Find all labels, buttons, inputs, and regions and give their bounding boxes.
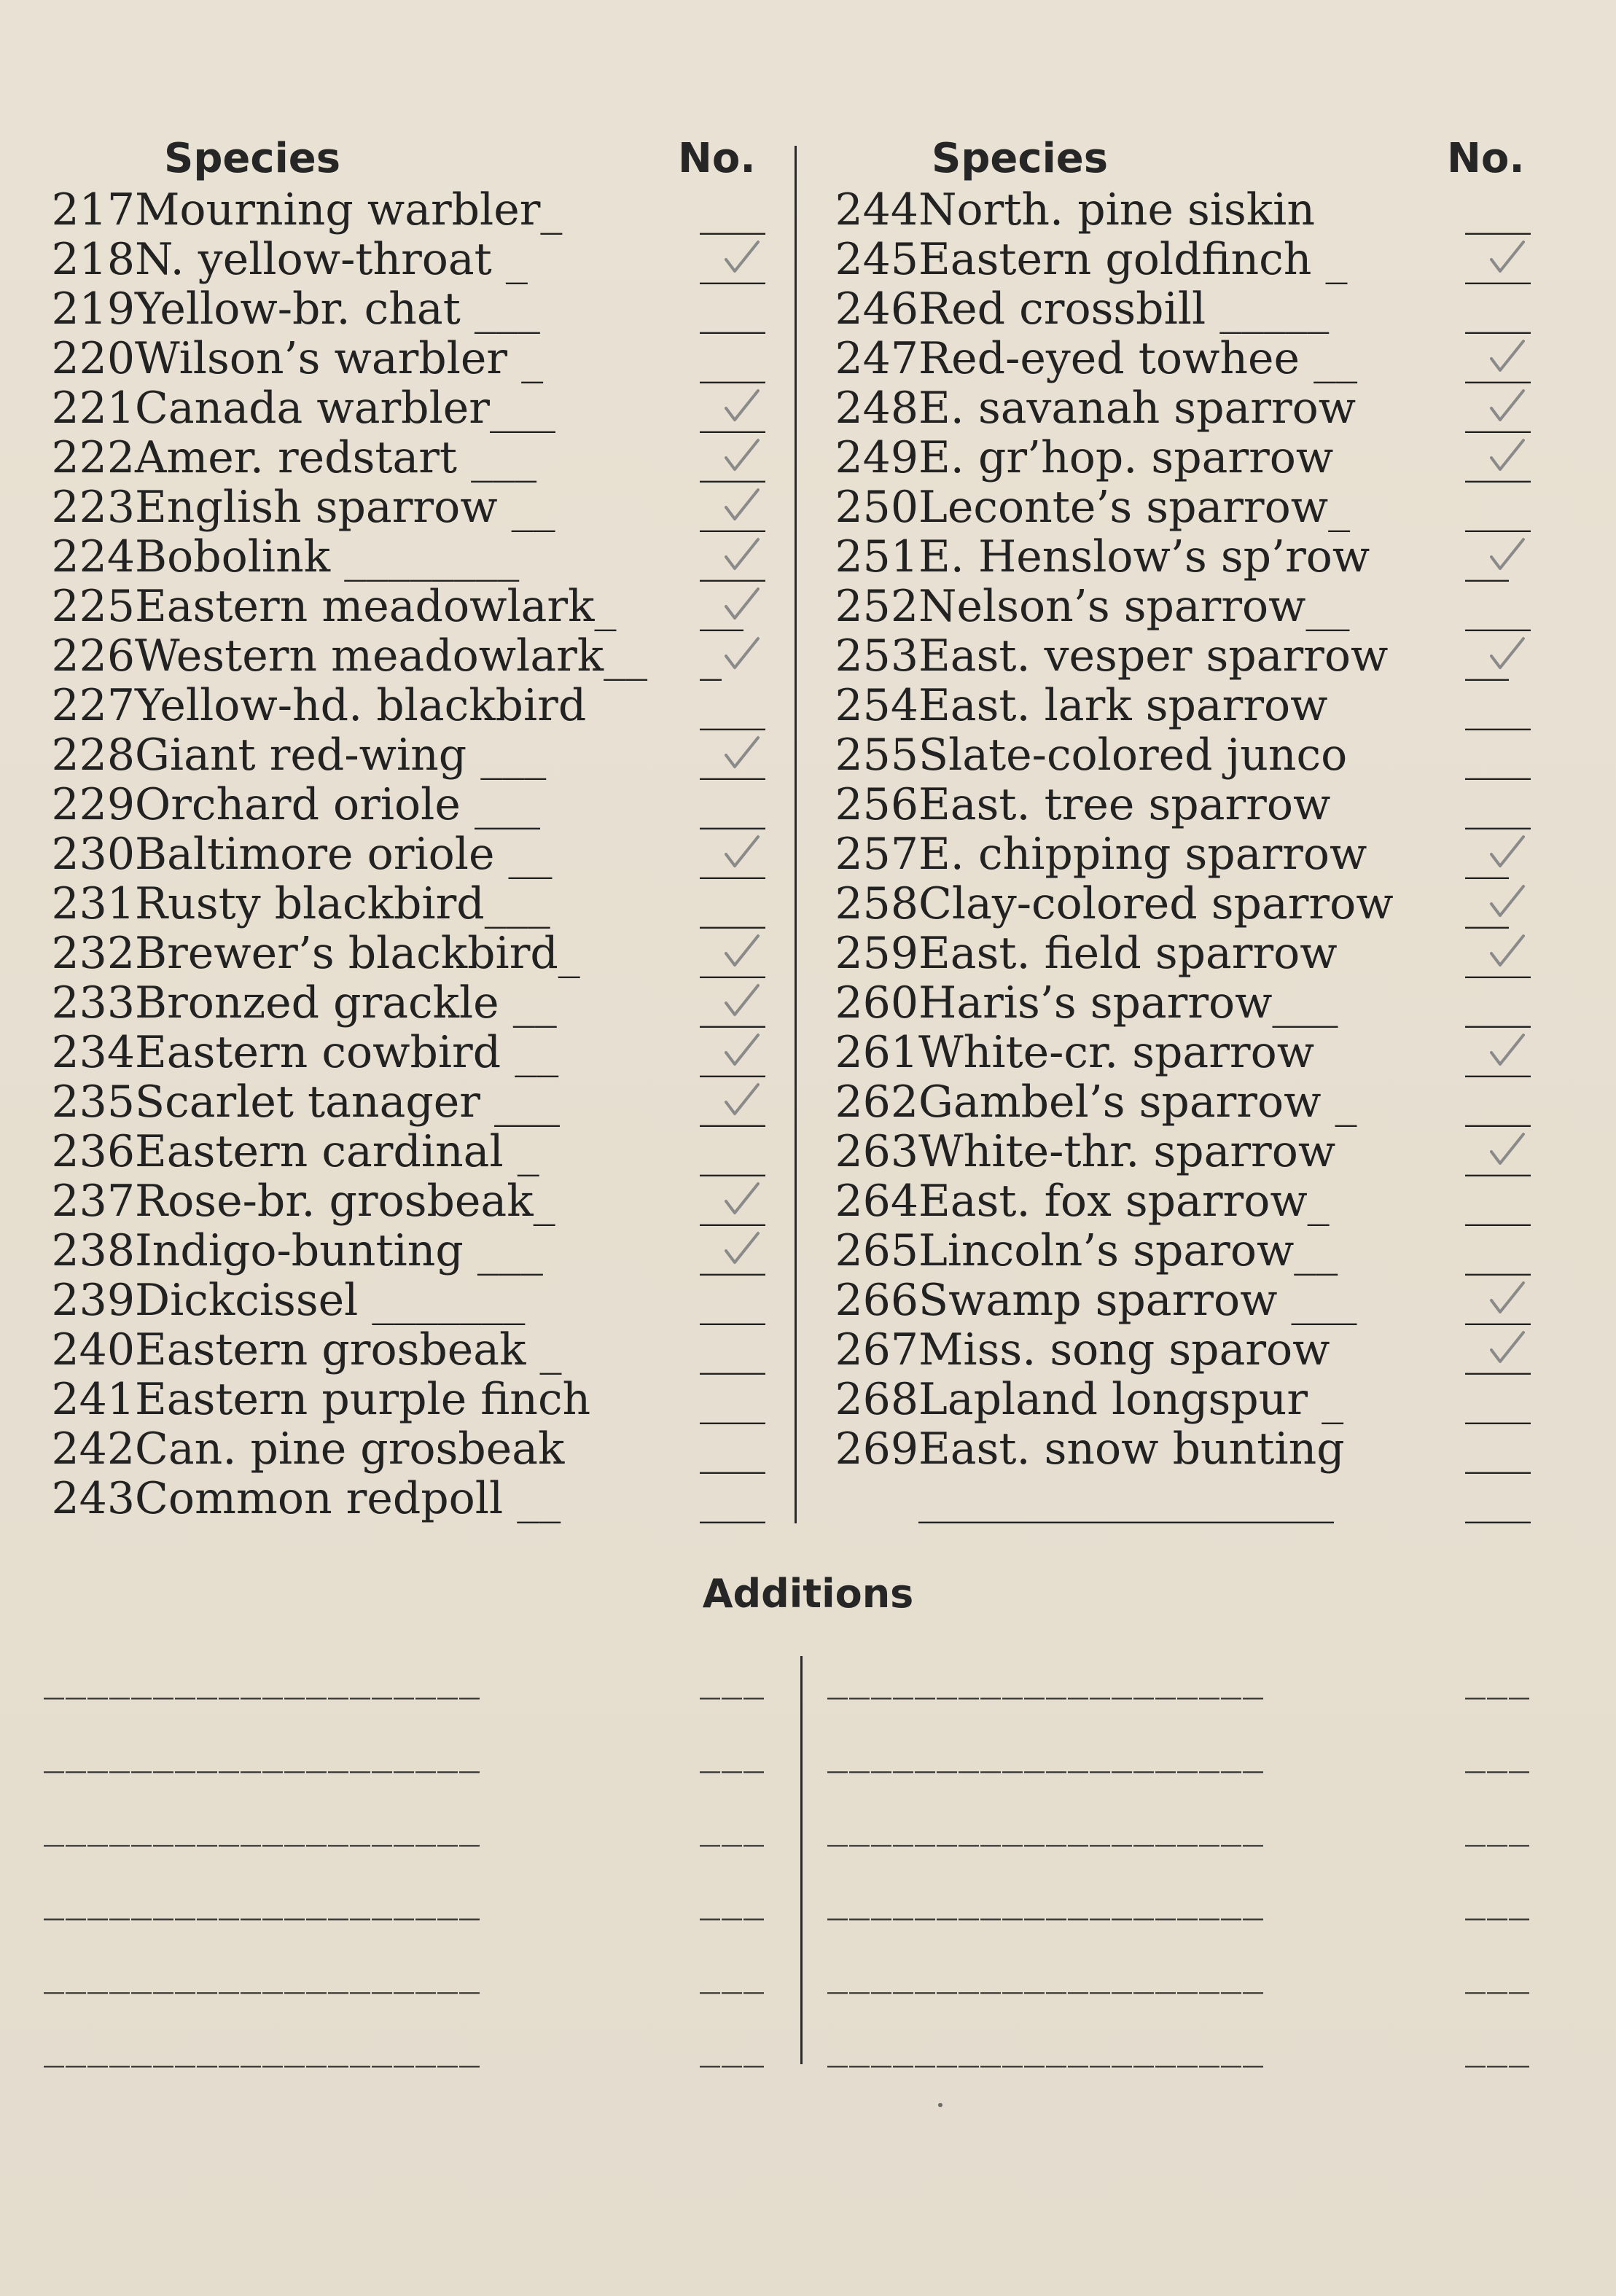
species-number: 231 bbox=[51, 878, 135, 929]
species-row bbox=[22, 730, 795, 780]
count-blank: ___ bbox=[1465, 284, 1531, 335]
species-number: 253 bbox=[835, 630, 918, 682]
count-blank: ___ bbox=[700, 1374, 765, 1425]
checkmark-icon bbox=[1487, 535, 1528, 576]
species-name: Red-eyed towhee __ bbox=[918, 333, 1358, 384]
species-number: 241 bbox=[51, 1374, 135, 1425]
addition-count-blank: ___ bbox=[700, 1726, 765, 1773]
species-name: N. yellow-throat _ bbox=[135, 234, 528, 285]
species-name: Giant red-wing ___ bbox=[135, 730, 547, 781]
species-row bbox=[22, 631, 795, 681]
addition-blank-line: ____________________ bbox=[44, 1726, 481, 1773]
checkmark-icon bbox=[1487, 386, 1528, 427]
species-row bbox=[805, 780, 1600, 829]
checkmark-icon bbox=[1487, 882, 1528, 923]
species-name: East. lark sparrow bbox=[918, 680, 1328, 731]
species-row bbox=[805, 433, 1600, 483]
species-row bbox=[22, 978, 795, 1028]
count-blank: ___ bbox=[700, 284, 765, 335]
count-blank: ___ bbox=[700, 383, 765, 434]
species-row bbox=[22, 929, 795, 978]
species-row bbox=[22, 1375, 795, 1424]
count-blank: ___ bbox=[1465, 1324, 1531, 1375]
checkmark-icon bbox=[722, 733, 762, 774]
species-row bbox=[22, 532, 795, 582]
species-name: E. gr’hop. sparrow bbox=[918, 432, 1334, 483]
checkmark-icon bbox=[1487, 832, 1528, 873]
count-blank: ___ bbox=[700, 928, 765, 979]
species-name: ___________________ bbox=[918, 1473, 1334, 1524]
species-number: 234 bbox=[51, 1027, 135, 1078]
species-number: 217 bbox=[51, 184, 135, 235]
species-row bbox=[805, 631, 1600, 681]
checkmark-icon bbox=[1487, 238, 1528, 278]
species-name: E. Henslow’s sp’row bbox=[918, 531, 1370, 582]
species-row bbox=[805, 1028, 1600, 1077]
species-row bbox=[805, 185, 1600, 235]
species-row bbox=[805, 929, 1600, 978]
species-row bbox=[22, 681, 795, 730]
species-number: 268 bbox=[835, 1374, 918, 1425]
count-blank: ___ bbox=[700, 779, 765, 830]
species-name: Haris’s sparrow___ bbox=[918, 977, 1338, 1028]
count-blank: ___ bbox=[700, 1324, 765, 1375]
species-number: 261 bbox=[835, 1027, 918, 1078]
species-name: English sparrow __ bbox=[135, 482, 555, 533]
species-name: Eastern purple finch bbox=[135, 1374, 591, 1425]
species-name: Scarlet tanager ___ bbox=[135, 1077, 561, 1128]
addition-count-blank: ___ bbox=[1465, 1800, 1531, 1847]
species-name: Nelson’s sparrow__ bbox=[918, 581, 1350, 632]
count-blank: __ bbox=[1465, 829, 1509, 880]
species-name: Eastern goldfinch _ bbox=[918, 234, 1348, 285]
checkmark-icon bbox=[722, 1229, 762, 1270]
addition-blank-line: ____________________ bbox=[827, 1652, 1265, 1700]
species-name: Mourning warbler_ bbox=[135, 184, 563, 235]
checkmark-icon bbox=[1487, 634, 1528, 675]
count-blank: ___ bbox=[1465, 977, 1531, 1028]
species-name: North. pine siskin bbox=[918, 184, 1315, 235]
left-species-list bbox=[22, 185, 795, 1523]
species-name: Rose-br. grosbeak_ bbox=[135, 1176, 555, 1227]
addition-blank-line: ____________________ bbox=[827, 2020, 1265, 2068]
species-number: 262 bbox=[835, 1077, 918, 1128]
species-number: 225 bbox=[51, 581, 135, 632]
species-row bbox=[22, 1276, 795, 1325]
species-number: 229 bbox=[51, 779, 135, 830]
addition-count-blank: ___ bbox=[700, 1947, 765, 1994]
species-row bbox=[805, 1375, 1600, 1424]
species-name: Lincoln’s sparow__ bbox=[918, 1225, 1338, 1276]
species-row bbox=[22, 1127, 795, 1176]
species-row bbox=[22, 1474, 795, 1523]
species-name: Rusty blackbird___ bbox=[135, 878, 550, 929]
checkmark-icon bbox=[1487, 1130, 1528, 1171]
species-number: 235 bbox=[51, 1077, 135, 1128]
species-row bbox=[805, 1176, 1600, 1226]
species-row bbox=[22, 334, 795, 383]
species-name: Dickcissel _______ bbox=[135, 1275, 526, 1326]
checkmark-icon bbox=[722, 1031, 762, 1071]
species-number: 252 bbox=[835, 581, 918, 632]
species-row bbox=[22, 582, 795, 631]
count-blank: ___ bbox=[700, 333, 765, 384]
species-number: 233 bbox=[51, 977, 135, 1028]
species-row bbox=[22, 433, 795, 483]
species-name: Wilson’s warbler _ bbox=[135, 333, 544, 384]
count-blank: ___ bbox=[1465, 234, 1531, 285]
count-blank: ___ bbox=[700, 1077, 765, 1128]
checkmark-icon bbox=[722, 1080, 762, 1121]
species-number: 230 bbox=[51, 829, 135, 880]
species-name: Brewer’s blackbird_ bbox=[135, 928, 580, 979]
species-header-right: Species bbox=[932, 135, 1109, 182]
checkmark-icon bbox=[722, 436, 762, 477]
species-number: 264 bbox=[835, 1176, 918, 1227]
addition-count-blank: ___ bbox=[700, 2020, 765, 2068]
species-row bbox=[805, 879, 1600, 929]
count-blank: ___ bbox=[1465, 184, 1531, 235]
species-number: 239 bbox=[51, 1275, 135, 1326]
species-number: 260 bbox=[835, 977, 918, 1028]
addition-count-blank: ___ bbox=[1465, 1652, 1531, 1700]
species-number: 242 bbox=[51, 1424, 135, 1475]
species-name: East. fox sparrow_ bbox=[918, 1176, 1330, 1227]
checkmark-icon bbox=[722, 386, 762, 427]
species-row bbox=[805, 532, 1600, 582]
checkmark-icon bbox=[722, 932, 762, 972]
species-name: Common redpoll __ bbox=[135, 1473, 561, 1524]
count-blank: _ bbox=[700, 630, 722, 682]
count-blank: ___ bbox=[700, 878, 765, 929]
species-row bbox=[805, 334, 1600, 383]
species-name: E. chipping sparrow bbox=[918, 829, 1367, 880]
species-row bbox=[22, 1077, 795, 1127]
species-number: 221 bbox=[51, 383, 135, 434]
additions-title: Additions bbox=[702, 1571, 914, 1617]
checkmark-icon bbox=[722, 585, 762, 625]
species-name: Red crossbill _____ bbox=[918, 284, 1330, 335]
species-row bbox=[22, 383, 795, 433]
species-name: Yellow-br. chat ___ bbox=[135, 284, 540, 335]
species-row bbox=[805, 829, 1600, 879]
species-number: 220 bbox=[51, 333, 135, 384]
count-blank: ___ bbox=[700, 1473, 765, 1524]
species-number: 227 bbox=[51, 680, 135, 731]
addition-count-blank: ___ bbox=[700, 1800, 765, 1847]
species-number: 223 bbox=[51, 482, 135, 533]
count-blank: ___ bbox=[1465, 730, 1531, 781]
species-name: Eastern cowbird __ bbox=[135, 1027, 559, 1078]
count-blank: ___ bbox=[700, 482, 765, 533]
count-blank: ___ bbox=[1465, 1077, 1531, 1128]
species-name: White-cr. sparrow bbox=[918, 1027, 1315, 1078]
species-row bbox=[805, 284, 1600, 334]
species-row bbox=[22, 829, 795, 879]
species-number: 226 bbox=[51, 630, 135, 682]
species-name: Eastern grosbeak _ bbox=[135, 1324, 562, 1375]
species-name: Lapland longspur _ bbox=[918, 1374, 1344, 1425]
species-number: 245 bbox=[835, 234, 918, 285]
species-name: Clay-colored sparrow bbox=[918, 878, 1394, 929]
species-name: Orchard oriole ___ bbox=[135, 779, 540, 830]
count-blank: ___ bbox=[1465, 1424, 1531, 1475]
species-number: 246 bbox=[835, 284, 918, 335]
species-number: 240 bbox=[51, 1324, 135, 1375]
count-blank: ___ bbox=[1465, 1225, 1531, 1276]
species-number: 228 bbox=[51, 730, 135, 781]
species-number: 247 bbox=[835, 333, 918, 384]
count-blank: __ bbox=[1465, 630, 1509, 682]
count-blank: __ bbox=[1465, 878, 1509, 929]
species-name: Yellow-hd. blackbird bbox=[135, 680, 587, 731]
right-species-list bbox=[805, 185, 1600, 1523]
checkmark-icon bbox=[722, 634, 762, 675]
species-number: 259 bbox=[835, 928, 918, 979]
count-blank: ___ bbox=[700, 1275, 765, 1326]
species-row bbox=[805, 1474, 1600, 1523]
species-number: 232 bbox=[51, 928, 135, 979]
count-blank: ___ bbox=[1465, 928, 1531, 979]
species-number: 266 bbox=[835, 1275, 918, 1326]
species-number: 255 bbox=[835, 730, 918, 781]
checkmark-icon bbox=[1487, 1278, 1528, 1319]
species-row bbox=[22, 284, 795, 334]
species-number: 248 bbox=[835, 383, 918, 434]
count-blank: ___ bbox=[1465, 432, 1531, 483]
species-header-left: Species bbox=[164, 135, 341, 182]
species-number: 218 bbox=[51, 234, 135, 285]
species-row bbox=[22, 1176, 795, 1226]
no-header-left: No. bbox=[678, 135, 756, 182]
species-row bbox=[805, 383, 1600, 433]
count-blank: ___ bbox=[700, 432, 765, 483]
species-name: Indigo-bunting ___ bbox=[135, 1225, 543, 1276]
species-name: East. snow bunting bbox=[918, 1424, 1345, 1475]
species-row bbox=[805, 1424, 1600, 1474]
addition-count-blank: ___ bbox=[1465, 1873, 1531, 1921]
species-row bbox=[22, 1325, 795, 1375]
species-row bbox=[805, 235, 1600, 284]
count-blank: ___ bbox=[700, 1424, 765, 1475]
species-name: Eastern cardinal _ bbox=[135, 1126, 539, 1177]
species-name: E. savanah sparrow bbox=[918, 383, 1357, 434]
checkmark-icon bbox=[722, 485, 762, 526]
count-blank: ___ bbox=[700, 977, 765, 1028]
addition-blank-line: ____________________ bbox=[827, 1726, 1265, 1773]
count-blank: ___ bbox=[1465, 680, 1531, 731]
count-blank: ___ bbox=[700, 531, 765, 582]
count-blank: ___ bbox=[700, 1027, 765, 1078]
species-name: Eastern meadowlark_ bbox=[135, 581, 617, 632]
additions-divider bbox=[800, 1656, 803, 2064]
species-row bbox=[22, 879, 795, 929]
species-name: Gambel’s sparrow _ bbox=[918, 1077, 1357, 1128]
checkmark-icon bbox=[1487, 1031, 1528, 1071]
checkmark-icon bbox=[1487, 1328, 1528, 1369]
species-number: 254 bbox=[835, 680, 918, 731]
species-number: 244 bbox=[835, 184, 918, 235]
right-column-header bbox=[0, 135, 1616, 186]
species-number: 267 bbox=[835, 1324, 918, 1375]
count-blank: ___ bbox=[1465, 1126, 1531, 1177]
addition-count-blank: ___ bbox=[700, 1873, 765, 1921]
addition-blank-line: ____________________ bbox=[44, 1800, 481, 1847]
species-number: 238 bbox=[51, 1225, 135, 1276]
count-blank: ___ bbox=[1465, 383, 1531, 434]
species-name: White-thr. sparrow bbox=[918, 1126, 1336, 1177]
species-name: Bronzed grackle __ bbox=[135, 977, 557, 1028]
species-row bbox=[22, 483, 795, 532]
species-row bbox=[805, 582, 1600, 631]
addition-blank-line: ____________________ bbox=[827, 1947, 1265, 1994]
species-row bbox=[805, 1325, 1600, 1375]
species-row bbox=[805, 978, 1600, 1028]
count-blank: ___ bbox=[700, 234, 765, 285]
checkmark-icon bbox=[722, 535, 762, 576]
species-row bbox=[805, 730, 1600, 780]
count-blank: ___ bbox=[700, 1126, 765, 1177]
species-number: 249 bbox=[835, 432, 918, 483]
addition-count-blank: ___ bbox=[1465, 1726, 1531, 1773]
count-blank: __ bbox=[1465, 531, 1509, 582]
species-number: 265 bbox=[835, 1225, 918, 1276]
species-row bbox=[22, 1226, 795, 1276]
addition-blank-line: ____________________ bbox=[44, 2020, 481, 2068]
species-name: Bobolink ________ bbox=[135, 531, 520, 582]
count-blank: ___ bbox=[700, 1176, 765, 1227]
species-row bbox=[805, 1127, 1600, 1176]
species-number: 251 bbox=[835, 531, 918, 582]
count-blank: __ bbox=[700, 581, 743, 632]
checkmark-icon bbox=[722, 981, 762, 1022]
count-blank: ___ bbox=[1465, 581, 1531, 632]
count-blank: ___ bbox=[1465, 482, 1531, 533]
species-number: 222 bbox=[51, 432, 135, 483]
species-number: 258 bbox=[835, 878, 918, 929]
count-blank: ___ bbox=[1465, 1473, 1531, 1524]
count-blank: ___ bbox=[700, 730, 765, 781]
count-blank: ___ bbox=[700, 184, 765, 235]
species-name: Amer. redstart ___ bbox=[135, 432, 537, 483]
addition-blank-line: ____________________ bbox=[44, 1947, 481, 1994]
species-name: East. vesper sparrow bbox=[918, 630, 1389, 682]
species-row bbox=[22, 1028, 795, 1077]
pencil-mark bbox=[938, 2103, 942, 2107]
species-row bbox=[22, 1424, 795, 1474]
count-blank: ___ bbox=[1465, 779, 1531, 830]
addition-count-blank: ___ bbox=[1465, 1947, 1531, 1994]
count-blank: ___ bbox=[700, 1225, 765, 1276]
addition-blank-line: ____________________ bbox=[44, 1873, 481, 1921]
checkmark-icon bbox=[1487, 932, 1528, 972]
species-name: Can. pine grosbeak bbox=[135, 1424, 565, 1475]
count-blank: ___ bbox=[1465, 1275, 1531, 1326]
species-name: Leconte’s sparrow_ bbox=[918, 482, 1351, 533]
count-blank: ___ bbox=[1465, 1176, 1531, 1227]
species-row bbox=[22, 185, 795, 235]
species-number: 257 bbox=[835, 829, 918, 880]
checkmark-icon bbox=[722, 1179, 762, 1220]
addition-blank-line: ____________________ bbox=[44, 1652, 481, 1700]
species-number: 243 bbox=[51, 1473, 135, 1524]
species-row bbox=[805, 483, 1600, 532]
species-row bbox=[22, 235, 795, 284]
species-name: Canada warbler___ bbox=[135, 383, 555, 434]
count-blank: ___ bbox=[700, 829, 765, 880]
column-divider bbox=[795, 146, 797, 1523]
species-row bbox=[22, 780, 795, 829]
checkmark-icon bbox=[1487, 436, 1528, 477]
species-number: 250 bbox=[835, 482, 918, 533]
addition-blank-line: ____________________ bbox=[827, 1873, 1265, 1921]
species-name: Swamp sparrow ___ bbox=[918, 1275, 1357, 1326]
species-number: 237 bbox=[51, 1176, 135, 1227]
addition-count-blank: ___ bbox=[1465, 2020, 1531, 2068]
checkmark-icon bbox=[1487, 337, 1528, 378]
species-name: East. tree sparrow bbox=[918, 779, 1331, 830]
species-number: 269 bbox=[835, 1424, 918, 1475]
species-name: Western meadowlark__ bbox=[135, 630, 648, 682]
species-row bbox=[805, 1276, 1600, 1325]
species-name: Miss. song sparow bbox=[918, 1324, 1330, 1375]
species-number: 263 bbox=[835, 1126, 918, 1177]
species-number: 219 bbox=[51, 284, 135, 335]
count-blank: ___ bbox=[1465, 1374, 1531, 1425]
count-blank: ___ bbox=[1465, 333, 1531, 384]
no-header-right: No. bbox=[1447, 135, 1525, 182]
species-row bbox=[805, 1077, 1600, 1127]
species-name: Slate-colored junco bbox=[918, 730, 1348, 781]
addition-blank-line: ____________________ bbox=[827, 1800, 1265, 1847]
species-name: Baltimore oriole __ bbox=[135, 829, 553, 880]
species-number: 256 bbox=[835, 779, 918, 830]
species-row bbox=[805, 681, 1600, 730]
addition-count-blank: ___ bbox=[700, 1652, 765, 1700]
species-name: East. field sparrow bbox=[918, 928, 1338, 979]
count-blank: ___ bbox=[1465, 1027, 1531, 1078]
species-number: 236 bbox=[51, 1126, 135, 1177]
species-row bbox=[805, 1226, 1600, 1276]
checkmark-icon bbox=[722, 832, 762, 873]
count-blank: ___ bbox=[700, 680, 765, 731]
species-number: 224 bbox=[51, 531, 135, 582]
checkmark-icon bbox=[722, 238, 762, 278]
